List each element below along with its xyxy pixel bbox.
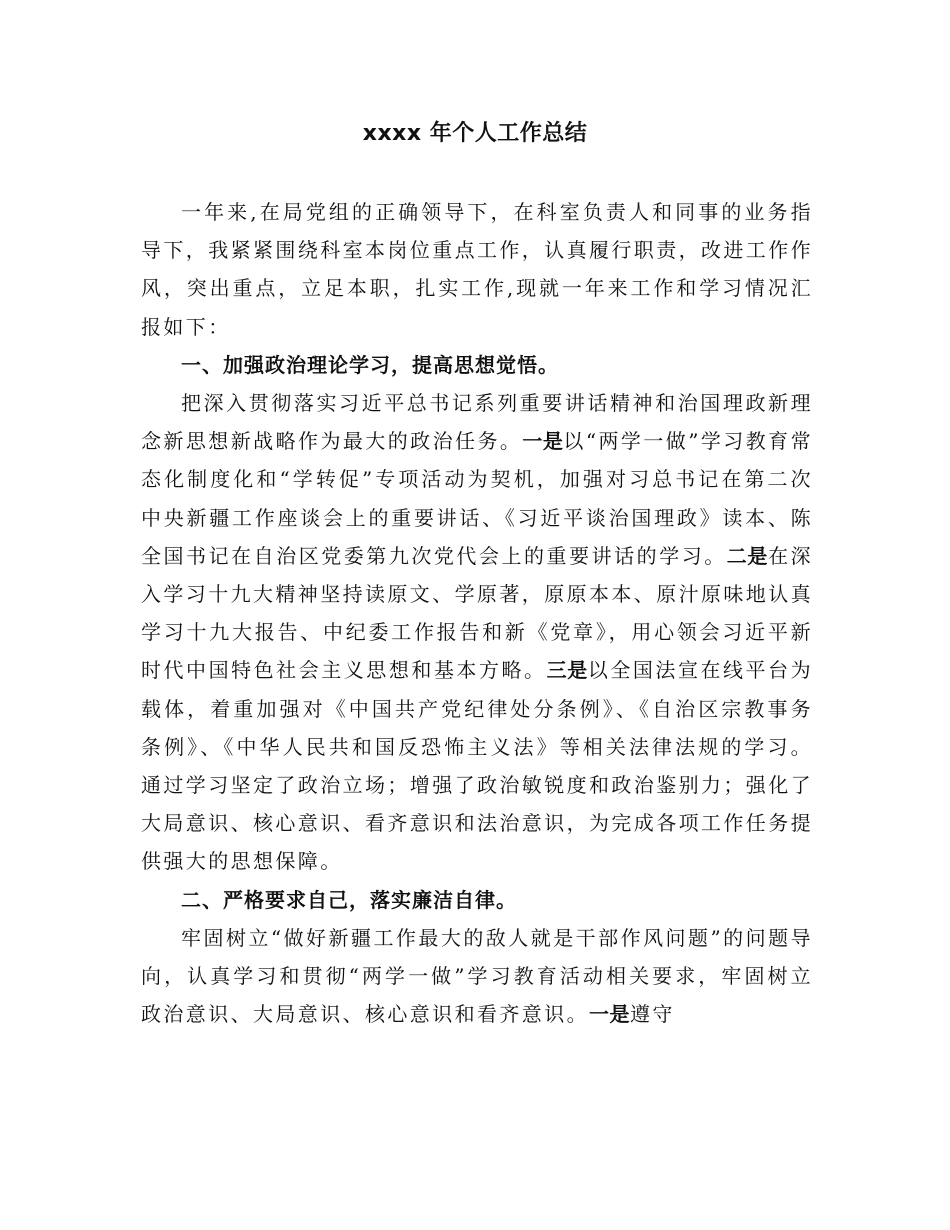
intro-paragraph: 一年来,在局党组的正确领导下，在科室负责人和同事的业务指导下，我紧紧围绕科室本岗位重点工作，认真履行职责，改进工作作风，突出重点，立足本职，扎实工作,现就一年来工作和学习情况汇报如下： — [141, 200, 813, 339]
section-1-text-d: 以全国法宣在线平台为载体，着重加强对《中国共产党纪律处分条例》、《自治区宗教事务条例》、《中华人民共和国反恐怖主义法》等相关法律法规的学习。通过学习坚定了政治立场；增强了政治敏锐度和政治鉴别力；强化了大局意识、核心意识、看齐意识和法治意识，为完成各项工作任务提供强大的思想保障。 — [141, 658, 814, 874]
section-1-label-2: 二是 — [726, 543, 769, 568]
section-1-paragraph — [141, 384, 813, 881]
section-2-text-b: 遵守 — [630, 1002, 675, 1027]
section-1-heading: 一、加强政治理论学习，提高思想觉悟。 — [181, 352, 559, 377]
section-1-label-3: 三是 — [546, 658, 588, 683]
section-2-label-1: 一是 — [589, 1002, 630, 1027]
section-1-text-b: 以“两学一做”学习教育常态化制度化和“学转促”专项活动为契机，加强对习总书记在第二次中央新疆工作座谈会上的重要讲话、《习近平谈治国理政》读本、陈全国书记在自治区党委第九次党代会上的重要讲话的学习。 — [141, 429, 813, 568]
document-body — [141, 193, 813, 1033]
section-1-text-a: 把深入贯彻落实习近平总书记系列重要讲话精神和治国理政新理念新思想新战略作为最大的政治任务。 — [141, 391, 813, 454]
section-2-text-a: 牢固树立“做好新疆工作最大的敌人就是干部作风问题”的问题导向，认真学习和贯彻“两学一做”学习教育活动相关要求，牢固树立政治意识、大局意识、核心意识和看齐意识。 — [141, 925, 813, 1027]
section-2-heading: 二、严格要求自己，落实廉洁自律。 — [181, 887, 517, 912]
section-1-label-1: 一是 — [522, 429, 564, 454]
section-1-text-c: 在深入学习十九大精神坚持读原文、学原著，原原本本、原汁原味地认真学习十九大报告、中纪委工作报告和新《党章》，用心领会习近平新时代中国特色社会主义思想和基本方略。 — [141, 543, 813, 683]
section-2-paragraph — [141, 919, 813, 1034]
document-title: xxxx 年个人工作总结 — [362, 121, 588, 146]
